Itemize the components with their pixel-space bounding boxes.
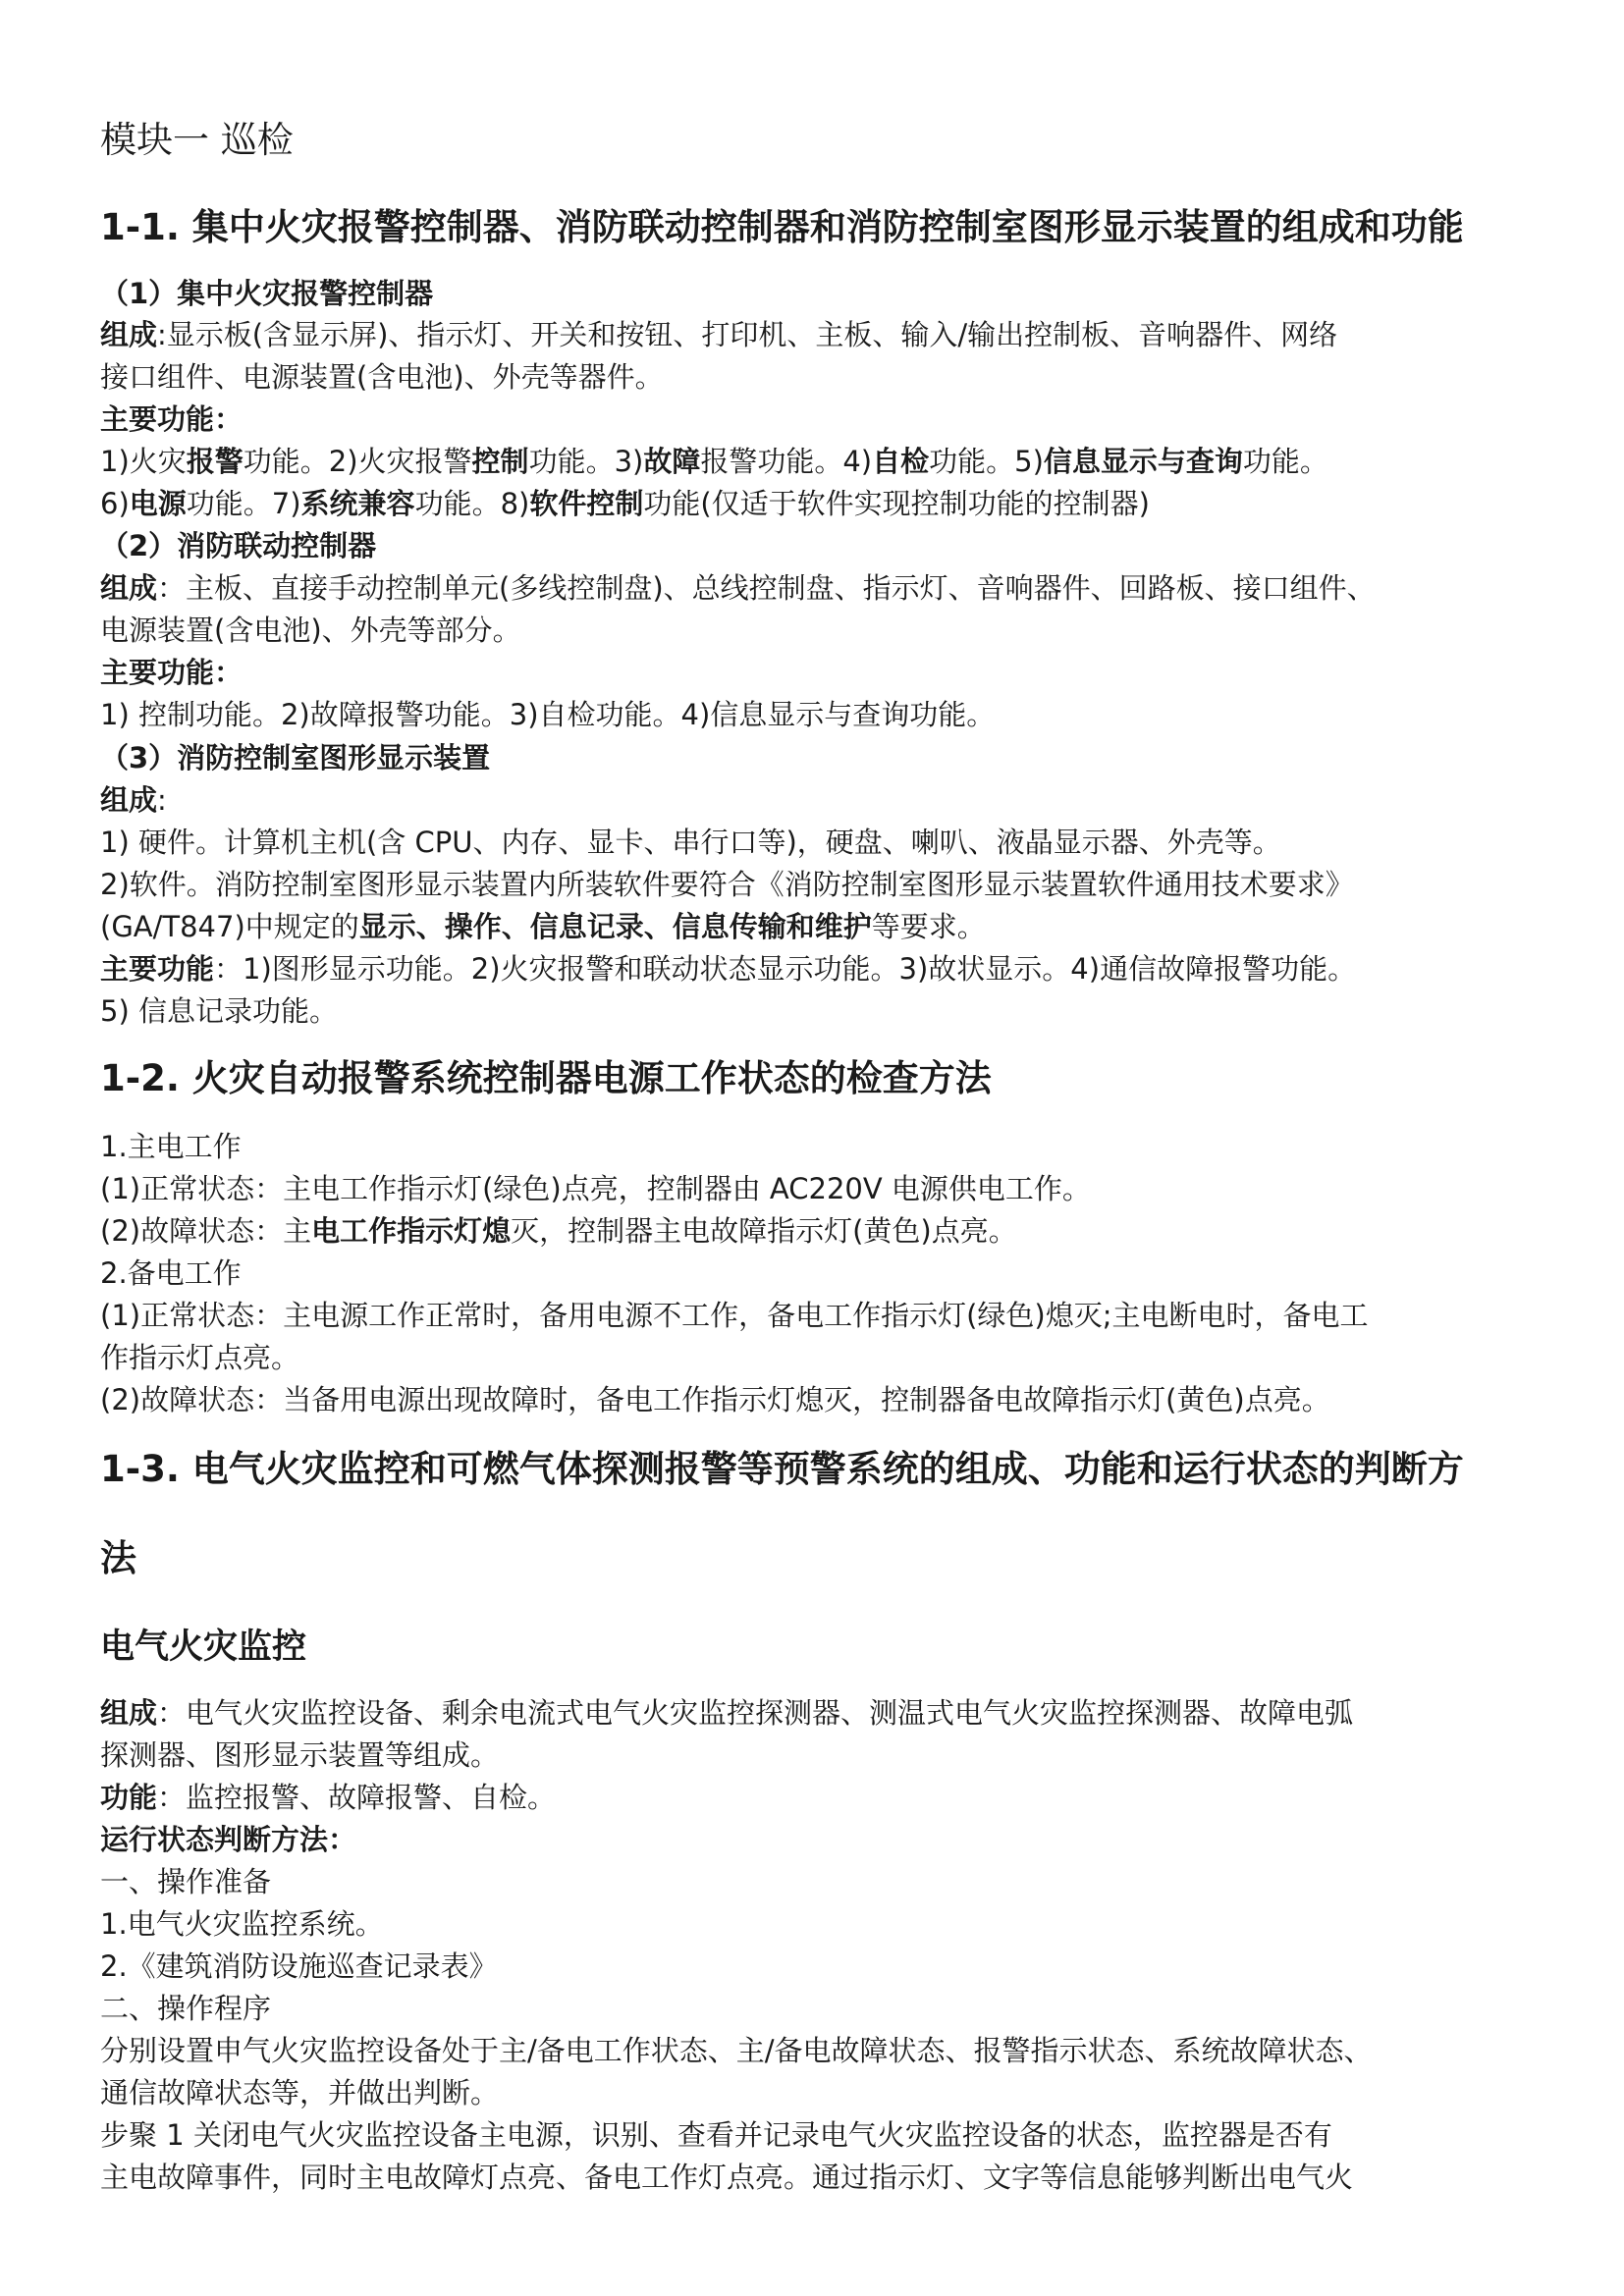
function-line: 1)火灾报警功能。2)火灾报警控制功能。3)故障报警功能。4)自检功能。5)信息显示与查询功能。 xyxy=(100,445,1328,478)
paragraph-line: (GA/T847)中规定的显示、操作、信息记录、信息传输和维护等要求。 xyxy=(100,910,986,943)
subsection-1-title: （1）集中火灾报警控制器 xyxy=(100,277,434,310)
function-label: 功能 xyxy=(100,1781,158,1814)
paragraph-line: 步聚 1 关闭电气火灾监控设备主电源，识别、查看并记录电气火灾监控设备的状态，监控器是否有 xyxy=(100,2118,1332,2152)
subsection-2-title: （2）消防联动控制器 xyxy=(100,529,377,562)
paragraph-line: 2.《建筑消防设施巡查记录表》 xyxy=(100,1949,498,1983)
paragraph-line: 分别设置申气火灾监控设备处于主/备电工作状态、主/备电故障状态、报警指示状态、系统故障状态、 xyxy=(100,2034,1373,2067)
composition-label: 组成 xyxy=(100,1696,158,1730)
paragraph-line: 2.备电工作 xyxy=(100,1256,242,1290)
subsection-3-title: （3）消防控制室图形显示装置 xyxy=(100,741,491,774)
paragraph-line: 1) 硬件。计算机主机(含 CPU、内存、显卡、串行口等)，硬盘、喇叭、液晶显示器、外壳等。 xyxy=(100,826,1281,859)
function-line: 5) 信息记录功能。 xyxy=(100,994,338,1028)
paragraph-line: 组成:显示板(含显示屏)、指示灯、开关和按钮、打印机、主板、输入/输出控制板、音响器件、网络 xyxy=(100,318,1338,351)
paragraph-line: 2)软件。消防控制室图形显示装置内所装软件要符合《消防控制室图形显示装置软件通用技术要求》 xyxy=(100,868,1354,901)
paragraph-line: (2)故障状态：当备用电源出现故障时，备电工作指示灯熄灭，控制器备电故障指示灯(黄色)点亮。 xyxy=(100,1383,1330,1416)
function-line: 主要功能：1)图形显示功能。2)火灾报警和联动状态显示功能。3)故状显示。4)通信故障报警功能。 xyxy=(100,952,1357,986)
paragraph-line: (1)正常状态：主电源工作正常时，备用电源不工作，备电工作指示灯(绿色)熄灭;主电断电时，备电工 xyxy=(100,1299,1369,1332)
composition-label: 组成 xyxy=(100,571,158,605)
function-label: 主要功能 xyxy=(100,952,215,986)
function-line: 1) 控制功能。2)故障报警功能。3)自检功能。4)信息显示与查询功能。 xyxy=(100,698,996,731)
judge-method-label: 运行状态判断方法： xyxy=(100,1823,357,1856)
function-line: 功能：监控报警、故障报警、自检。 xyxy=(100,1781,557,1814)
subsection-heading: 电气火灾监控 xyxy=(100,1628,307,1667)
composition-label: 组成 xyxy=(100,318,158,351)
paragraph-line: 一、操作准备 xyxy=(100,1865,272,1898)
paragraph-line: 组成：主板、直接手动控制单元(多线控制盘)、总线控制盘、指示灯、音响器件、回路板、接口组件、 xyxy=(100,571,1376,605)
paragraph-line: 组成：电气火灾监控设备、剩余电流式电气火灾监控探测器、测温式电气火灾监控探测器、故障电弧 xyxy=(100,1696,1354,1730)
section-1-3-heading: 1-3. 电气火灾监控和可燃气体探测报警等预警系统的组成、功能和运行状态的判断方 xyxy=(100,1448,1464,1490)
paragraph-line: 主电故障事件，同时主电故障灯点亮、备电工作灯点亮。通过指示灯、文字等信息能够判断出电气火 xyxy=(100,2161,1354,2194)
paragraph-line: 探测器、图形显示装置等组成。 xyxy=(100,1738,500,1772)
paragraph-line: 1.电气火灾监控系统。 xyxy=(100,1907,384,1941)
paragraph-line: 通信故障状态等，并做出判断。 xyxy=(100,2076,500,2109)
function-line: 6)电源功能。7)系统兼容功能。8)软件控制功能(仅适于软件实现控制功能的控制器) xyxy=(100,487,1150,520)
paragraph-line: (1)正常状态：主电工作指示灯(绿色)点亮，控制器由 AC220V 电源供电工作。 xyxy=(100,1172,1091,1205)
paragraph-line: (2)故障状态：主电工作指示灯熄灭，控制器主电故障指示灯(黄色)点亮。 xyxy=(100,1214,1017,1248)
paragraph-line: 组成: xyxy=(100,783,167,817)
paragraph-line: 1.主电工作 xyxy=(100,1130,242,1163)
function-label: 主要功能： xyxy=(100,402,244,436)
section-1-2-heading: 1-2. 火灾自动报警系统控制器电源工作状态的检查方法 xyxy=(100,1057,992,1099)
paragraph-line: 接口组件、电源装置(含电池)、外壳等器件。 xyxy=(100,360,664,394)
paragraph-line: 作指示灯点亮。 xyxy=(100,1341,300,1374)
paragraph-line: 电源装置(含电池)、外壳等部分。 xyxy=(100,614,521,647)
paragraph-line: 二、操作程序 xyxy=(100,1992,272,2025)
module-title: 模块一 巡检 xyxy=(100,119,294,161)
function-label: 主要功能： xyxy=(100,656,244,689)
section-1-3-heading-cont: 法 xyxy=(100,1537,136,1579)
section-1-1-heading: 1-1. 集中火灾报警控制器、消防联动控制器和消防控制室图形显示装置的组成和功能 xyxy=(100,206,1464,248)
composition-label: 组成 xyxy=(100,783,158,817)
